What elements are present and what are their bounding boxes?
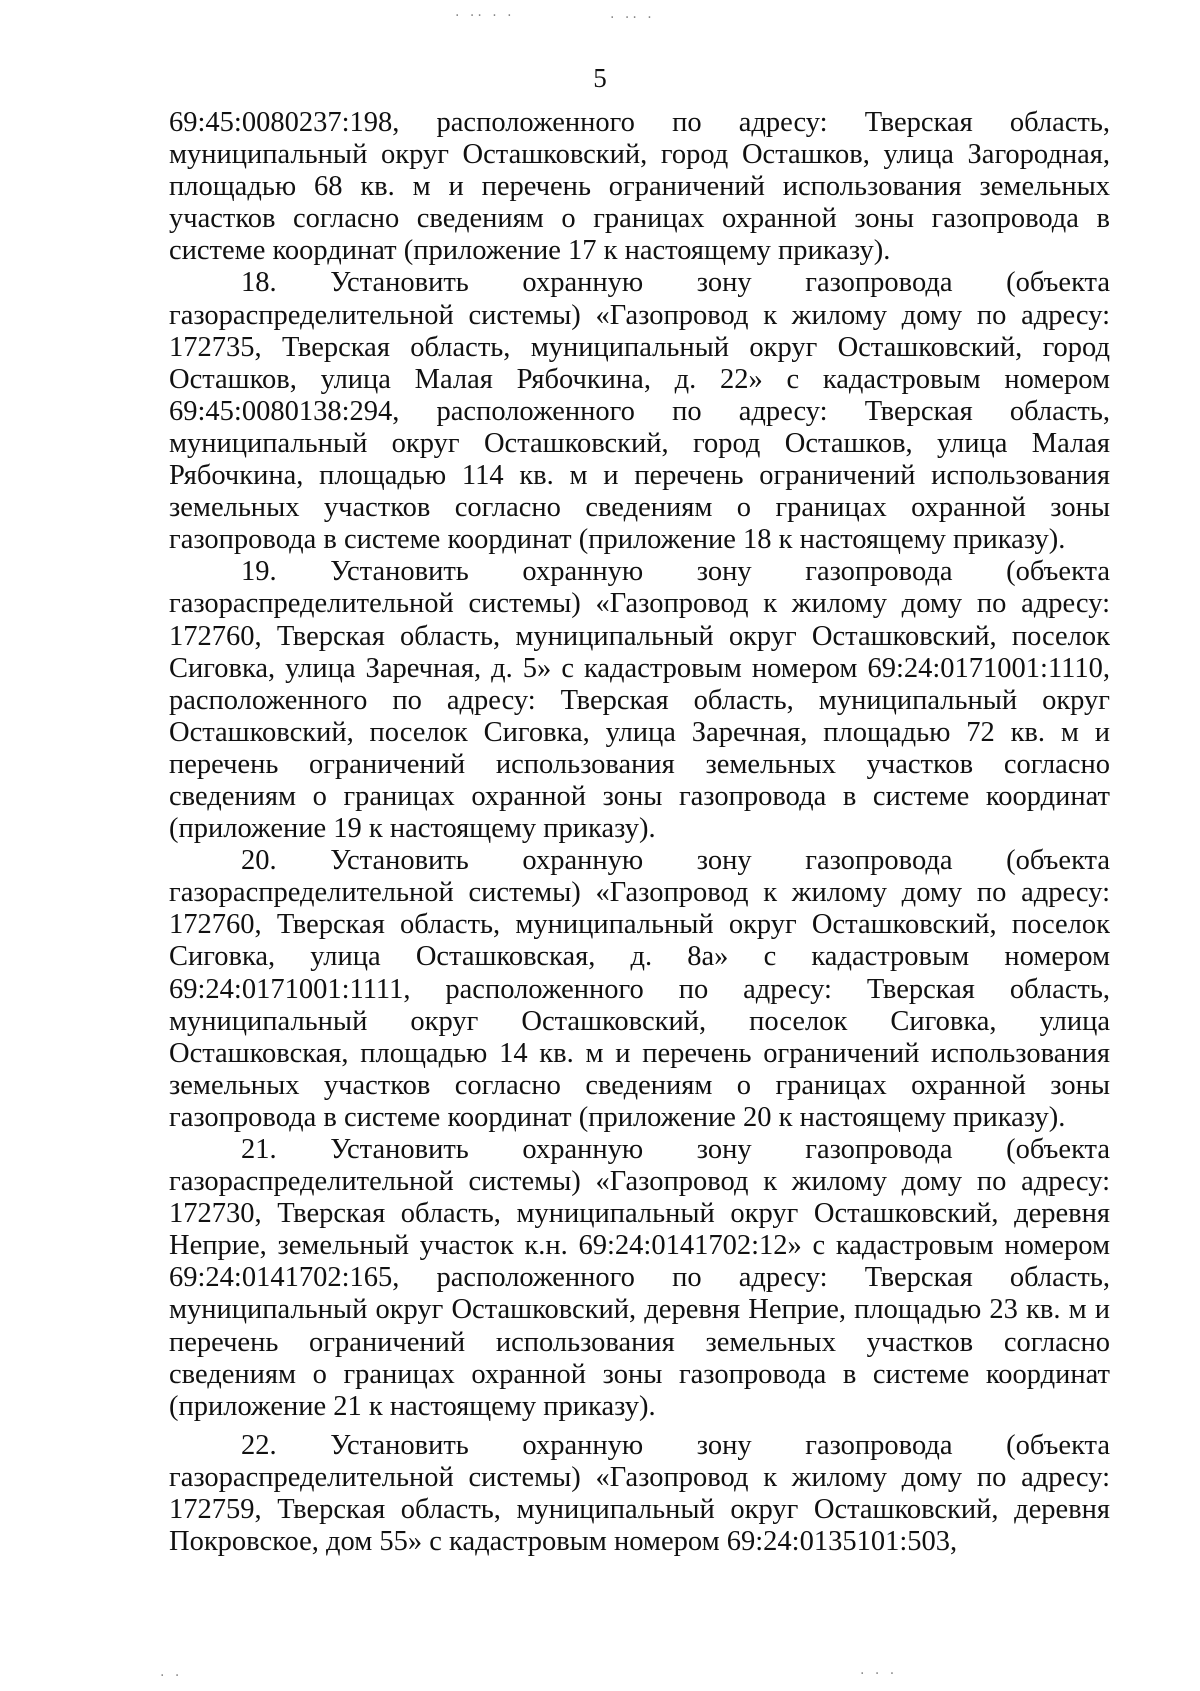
page-number: 5	[593, 63, 607, 93]
paragraph-18: 18. Установить охранную зону газопровода (объекта газораспределительной системы) «Газопровод к жилому дому по адресу: 172735, Тверская область, муниципальный округ Осташковский, город Осташков, улица Малая Рябочкина, д. 22» с кадастровым номером 69:45:0080138:294, расположенного по адресу: Тверская область, муниципальный округ Осташковский, город Осташков, улица Малая Рябочкина, площадью 114 кв. м и перечень ограничений использования земельных участков согласно сведениям о границах охранной зоны газопровода в системе координат (приложение 18 к настоящему приказу).	[169, 267, 1110, 556]
scan-speckle-top-left: · ·· · ·	[455, 8, 515, 24]
paragraph-20: 20. Установить охранную зону газопровода (объекта газораспределительной системы) «Газопровод к жилому дому по адресу: 172760, Тверская область, муниципальный округ Осташковский, поселок Сиговка, улица Осташковская, д. 8а» с кадастровым номером 69:24:0171001:1111, расположенного по адресу: Тверская область, муниципальный округ Осташковский, поселок Сиговка, улица Осташковская, площадью 14 кв. м и перечень ограничений использования земельных участков согласно сведениям о границах охранной зоны газопровода в системе координат (приложение 20 к настоящему приказу).	[169, 845, 1110, 1133]
paragraph-21: 21. Установить охранную зону газопровода (объекта газораспределительной системы) «Газопровод к жилому дому по адресу: 172730, Тверская область, муниципальный округ Осташковский, деревня Неприе, земельный участок к.н. 69:24:0141702:12» с кадастровым номером 69:24:0141702:165, расположенного по адресу: Тверская область, муниципальный округ Осташковский, деревня Неприе, площадью 23 кв. м и перечень ограничений использования земельных участков согласно сведениям о границах охранной зоны газопровода в системе координат (приложение 21 к настоящему приказу).	[169, 1134, 1110, 1422]
paragraph-19: 19. Установить охранную зону газопровода (объекта газораспределительной системы) «Газопровод к жилому дому по адресу: 172760, Тверская область, муниципальный округ Осташковский, поселок Сиговка, улица Заречная, д. 5» с кадастровым номером 69:24:0171001:1110, расположенного по адресу: Тверская область, муниципальный округ Осташковский, поселок Сиговка, улица Заречная, площадью 72 кв. м и перечень ограничений использования земельных участков согласно сведениям о границах охранной зоны газопровода в системе координат (приложение 19 к настоящему приказу).	[169, 556, 1110, 845]
paragraph-17-continuation: 69:45:0080237:198, расположенного по адресу: Тверская область, муниципальный округ Осташковский, город Осташков, улица Загородная, площадью 68 кв. м и перечень ограничений использования земельных участков согласно сведениям о границах охранной зоны газопровода в системе координат (приложение 17 к настоящему приказу).	[169, 107, 1110, 267]
scan-speckle-bottom-left: · ·	[160, 1668, 183, 1684]
paragraph-22: 22. Установить охранную зону газопровода (объекта газораспределительной системы) «Газопровод к жилому дому по адресу: 172759, Тверская область, муниципальный округ Осташковский, деревня Покровское, дом 55» с кадастровым номером 69:24:0135101:503,	[169, 1429, 1110, 1558]
document-body	[169, 107, 1110, 1558]
scan-speckle-top-right: · ·· ·	[610, 10, 655, 26]
scan-speckle-bottom-right: · · ·	[860, 1666, 898, 1682]
